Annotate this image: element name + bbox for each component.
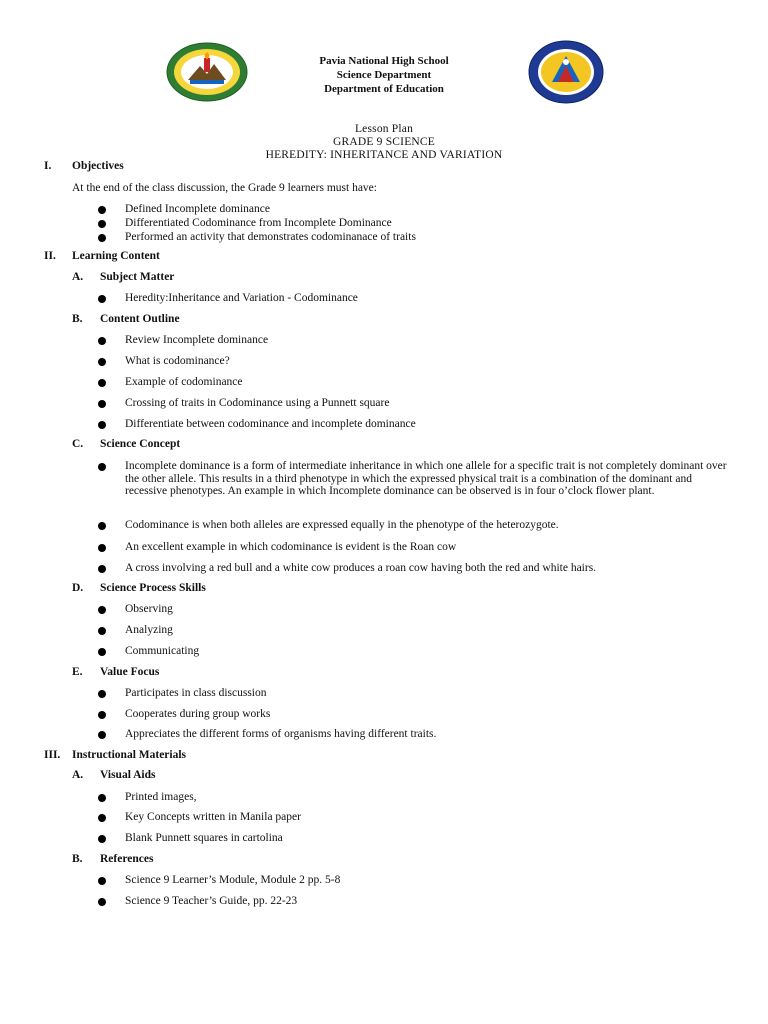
subsection-title: Visual Aids xyxy=(100,769,156,781)
section-title: Learning Content xyxy=(72,250,160,262)
subsection-title: Science Process Skills xyxy=(100,582,206,594)
doc-topic: HEREDITY: INHERITANCE AND VARIATION xyxy=(265,149,503,161)
bullet-icon xyxy=(98,400,106,408)
bullet-icon xyxy=(98,522,106,530)
section-learning-content xyxy=(44,250,160,262)
subsection-letter: A. xyxy=(72,271,84,283)
bullet-icon xyxy=(98,627,106,635)
bullet-icon xyxy=(98,794,106,802)
bullet-icon xyxy=(98,877,106,885)
bullet-icon xyxy=(98,690,106,698)
department-name: Science Department xyxy=(336,69,432,81)
subsection-title: Content Outline xyxy=(100,313,180,325)
bullet-icon xyxy=(98,544,106,552)
school-name: Pavia National High School xyxy=(319,55,449,67)
bullet-icon xyxy=(98,814,106,822)
objectives-intro: At the end of the class discussion, the Grade 9 learners must have: xyxy=(72,182,377,194)
subsection-value-focus xyxy=(72,666,159,678)
section-title: Objectives xyxy=(72,160,124,172)
agency-name: Department of Education xyxy=(324,83,444,95)
subsection-title: References xyxy=(100,853,154,865)
bullet-icon xyxy=(98,234,106,242)
bullet-icon xyxy=(98,337,106,345)
section-number: I. xyxy=(44,160,52,172)
bullet-icon xyxy=(98,835,106,843)
subsection-letter: B. xyxy=(72,853,83,865)
subsection-letter: B. xyxy=(72,313,83,325)
bullet-icon xyxy=(98,731,106,739)
bullet-icon xyxy=(98,379,106,387)
bullet-icon xyxy=(98,206,106,214)
subsection-science-concept xyxy=(72,438,180,450)
bullet-icon xyxy=(98,220,106,228)
bullet-icon xyxy=(98,711,106,719)
doc-type: Lesson Plan xyxy=(354,123,414,135)
subsection-title: Value Focus xyxy=(100,666,160,678)
bullet-icon xyxy=(98,648,106,656)
section-title: Instructional Materials xyxy=(72,749,187,761)
subsection-title: Subject Matter xyxy=(100,271,175,283)
bullet-icon xyxy=(98,898,106,906)
bullet-icon xyxy=(98,295,106,303)
subsection-letter: A. xyxy=(72,769,84,781)
bullet-icon xyxy=(98,606,106,614)
section-number: III. xyxy=(44,749,61,761)
section-instructional-materials xyxy=(44,749,186,761)
subsection-letter: C. xyxy=(72,438,84,450)
subsection-references xyxy=(72,853,153,865)
section-number: II. xyxy=(44,250,56,262)
subsection-subject-matter xyxy=(72,271,174,283)
bullet-icon xyxy=(98,421,106,429)
subsection-letter: E. xyxy=(72,666,83,678)
doc-grade: GRADE 9 SCIENCE xyxy=(332,136,436,148)
subsection-title: Science Concept xyxy=(100,438,181,450)
subsection-process-skills xyxy=(72,582,206,594)
bullet-icon xyxy=(98,565,106,573)
subsection-visual-aids xyxy=(72,769,156,781)
bullet-icon xyxy=(98,463,106,471)
section-objectives xyxy=(44,160,124,172)
bullet-icon xyxy=(98,358,106,366)
subsection-content-outline xyxy=(72,313,180,325)
subsection-letter: D. xyxy=(72,582,84,594)
